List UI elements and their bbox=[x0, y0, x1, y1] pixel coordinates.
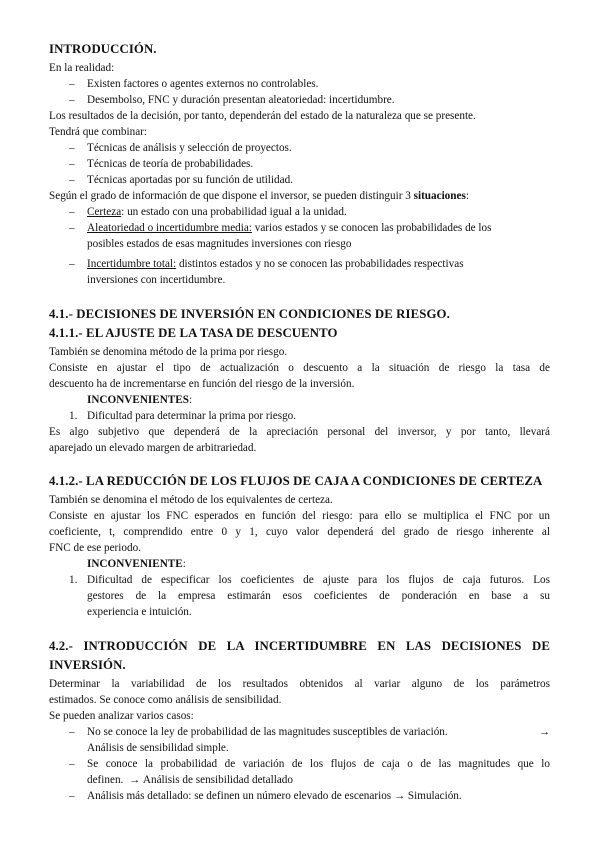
arrow-icon: → bbox=[538, 726, 550, 738]
dash-bullet: – bbox=[69, 78, 75, 90]
bullet-continuation: definen. → Análisis de sensibilidad detallado bbox=[87, 774, 293, 786]
dash-bullet: – bbox=[69, 790, 75, 802]
numbered-item-continuation: gestores de la empresa estimarán esos coeficientes de ponderación en base a su bbox=[87, 590, 550, 602]
intro-line: Según el grado de información de que dispone el inversor, se pueden distinguir 3 situaciones: bbox=[49, 190, 469, 202]
paragraph-line: aparejado un elevado margen de arbitrariedad. bbox=[49, 442, 257, 454]
intro-line: Tendrá que combinar: bbox=[49, 126, 147, 138]
paragraph-line: También se denomina método de la prima por riesgo. bbox=[49, 346, 288, 358]
section-heading-continuation: INVERSIÓN. bbox=[49, 658, 126, 672]
bullet-continuation: inversiones con incertidumbre. bbox=[87, 274, 226, 286]
dash-bullet: – bbox=[69, 174, 75, 186]
inconvenientes-label: INCONVENIENTES: bbox=[87, 394, 193, 406]
dash-bullet: – bbox=[69, 142, 75, 154]
paragraph-line: Se pueden analizar varios casos: bbox=[49, 710, 194, 722]
dash-bullet: – bbox=[69, 222, 75, 234]
intro-line: Los resultados de la decisión, por tanto, dependerán del estado de la naturaleza que se presente. bbox=[49, 110, 476, 122]
arrow-icon: → bbox=[128, 774, 141, 786]
paragraph-line: Consiste en ajustar el tipo de actualización o descuento a la situación de riesgo la tasa de bbox=[49, 362, 550, 374]
subsection-heading: 4.1.1.- EL AJUSTE DE LA TASA DE DESCUENTO bbox=[49, 326, 338, 340]
section-heading: 4.1.- DECISIONES DE INVERSIÓN EN CONDICIONES DE RIESGO. bbox=[49, 307, 450, 321]
paragraph-line: Consiste en ajustar los FNC esperados en función del riesgo: para ello se multiplica el FNC por un bbox=[49, 510, 550, 522]
dash-bullet: – bbox=[69, 758, 75, 770]
paragraph-line: coeficiente, t, comprendido entre 0 y 1, cuyo valor dependerá del grado de riesgo inherente al bbox=[49, 526, 550, 538]
paragraph-line: Determinar la variabilidad de los resultados obtenidos al variar alguno de los parámetros bbox=[49, 678, 550, 690]
paragraph-line: FNC de ese periodo. bbox=[49, 542, 141, 554]
intro-line: En la realidad: bbox=[49, 62, 115, 74]
dash-bullet: – bbox=[69, 94, 75, 106]
paragraph-line: También se denomina el método de los equivalentes de certeza. bbox=[49, 494, 333, 506]
subsection-heading: 4.1.2.- LA REDUCCIÓN DE LOS FLUJOS DE CAJA A CONDICIONES DE CERTEZA bbox=[49, 474, 543, 488]
section-heading: 4.2.- INTRODUCCIÓN DE LA INCERTIDUMBRE EN LAS DECISIONES DE bbox=[49, 639, 550, 653]
numbered-item-continuation: experiencia e intuición. bbox=[87, 606, 192, 618]
inconveniente-label: INCONVENIENTE: bbox=[87, 558, 186, 570]
paragraph-line: Es algo subjetivo que dependerá de la apreciación personal del inversor, y por tanto, llevará bbox=[49, 426, 550, 438]
dash-bullet: – bbox=[69, 158, 75, 170]
paragraph-line: estimados. Se conoce como análisis de sensibilidad. bbox=[49, 694, 282, 706]
dash-bullet: – bbox=[69, 206, 75, 218]
dash-bullet: – bbox=[69, 258, 75, 270]
arrow-icon: → bbox=[393, 790, 406, 802]
paragraph-line: descuento ha de incrementarse en función del riesgo de la inversión. bbox=[49, 378, 355, 390]
intro-heading: INTRODUCCIÓN. bbox=[49, 42, 157, 56]
bullet-continuation: Análisis de sensibilidad simple. bbox=[87, 742, 229, 754]
bullet-continuation: posibles estados de esas magnitudes inversiones con riesgo bbox=[87, 238, 352, 250]
dash-bullet: – bbox=[69, 726, 75, 738]
